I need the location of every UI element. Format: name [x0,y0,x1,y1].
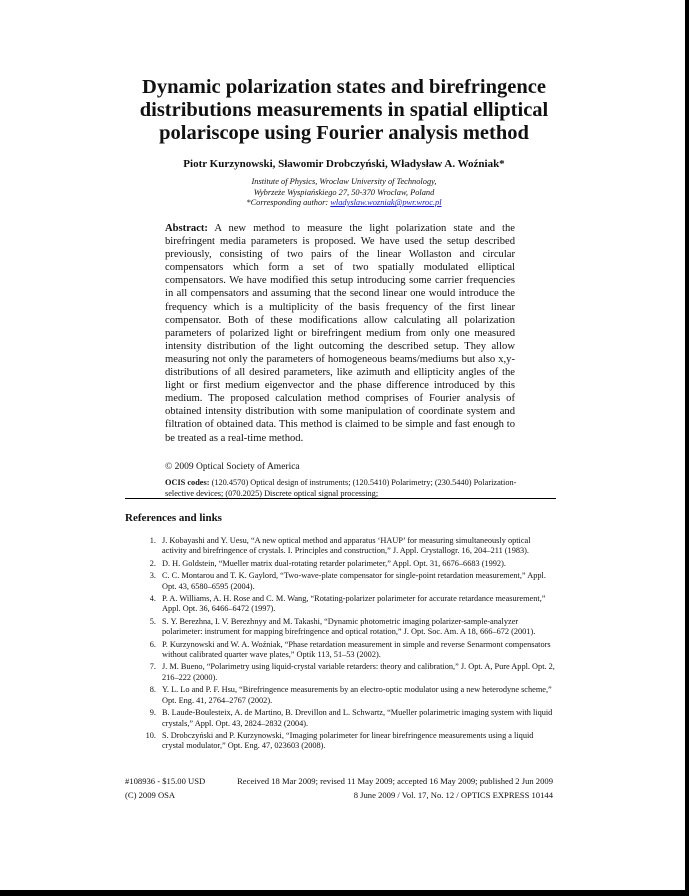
page-border-right [685,0,689,896]
reference-item [138,640,556,661]
article-id-price: #108936 - $15.00 USD [125,776,206,786]
affiliation-line-1: Institute of Physics, Wroclaw University of Technology, [251,177,437,186]
section-divider [125,498,556,499]
reference-number: 9. [149,708,156,718]
abstract [165,222,515,445]
reference-item [138,662,556,683]
reference-item [138,559,556,569]
references-heading: References and links [125,512,222,524]
page-border-bottom [0,890,689,896]
reference-item [138,536,556,557]
reference-number: 1. [149,536,156,545]
reference-item [138,731,556,752]
reference-text: D. H. Goldstein, “Mueller matrix dual-rotating retarder polarimeter,” Appl. Opt. 31, 6676–6683 (1992). [162,558,506,568]
reference-item [138,571,556,592]
footer-line-2 [125,790,553,800]
ocis-codes [165,478,535,499]
osa-copyright: (C) 2009 OSA [125,790,176,800]
reference-number: 3. [149,571,156,581]
ocis-label: OCIS codes: [165,478,210,487]
corresponding-author [150,198,538,209]
reference-list [138,536,556,754]
reference-item [138,617,556,638]
footer-line-1 [125,776,553,786]
abstract-text: A new method to measure the light polarization state and the birefringent media parameters is proposed. We have used the setup described previously, consisting of two pairs of the linear Wollaston and circular compensators which form a set of two spatially modulated elliptical compensators. We have modified this setup introducing some carrier frequencies in all compensators and assuming that the second linear one would introduce the frequency which is a multiplicity of the basis frequency of the first linear compensator. Both of these modifications allow calculating all polarization parameters of polarized light or birefringent medium from only one measured intensity distribution of the light outcoming the described setup. They allow measuring not only the parameters of homogeneous beams/mediums but also x,y-distributions of all desired parameters, like azimuth and ellipticity angles of the light or first medium eigenvector and the phase difference introduced by this medium. The proposed calculation method comprises of Fourier analysis of obtained intensity distribution with some manipulation of coordinate system and filtration of obtained data. This method is claimed to be simple and fast enough to be treated as a real-time method. [165,223,515,444]
reference-number: 2. [149,558,156,568]
reference-number: 4. [149,594,156,604]
corresponding-label: *Corresponding author: [246,198,329,207]
reference-text: J. Kobayashi and Y. Uesu, “A new optical method and apparatus ‘HAUP’ for measuring simultaneously optical activity and birefringence of crystals. I. Principles and construction,” J. Appl. Crystallogr. 16, 204–211 (1983). [162,536,531,556]
reference-item [138,685,556,706]
reference-text: S. Drobczyński and P. Kurzynowski, “Imaging polarimeter for linear birefringence measurements using a liquid crystal modulator,” Opt. Eng. 47, 023603 (2008). [162,730,534,751]
journal-citation: 8 June 2009 / Vol. 17, No. 12 / OPTICS EXPRESS 10144 [353,790,553,800]
reference-text: P. A. Williams, A. H. Rose and C. M. Wang, “Rotating-polarizer polarimeter for accurate retardance measurement,” Appl. Opt. 36, 6466–6472 (1997). [162,594,546,614]
abstract-label: Abstract: [165,223,208,234]
affiliation [150,177,538,209]
reference-number: 7. [149,662,156,672]
reference-text: C. C. Montarou and T. K. Gaylord, “Two-wave-plate compensator for single-point retardation measurement,” Appl. Opt. 43, 6580–6595 (2004). [162,571,546,591]
paper-title: Dynamic polarization states and birefringence distributions measurements in spatial elliptical polariscope using Fourier analysis method [139,76,549,144]
reference-item [138,708,556,729]
reference-number: 5. [149,616,156,626]
reference-item [138,594,556,615]
reference-number: 8. [149,685,156,695]
copyright-notice: © 2009 Optical Society of America [165,462,300,472]
author-list: Piotr Kurzynowski, Sławomir Drobczyński, Władysław A. Woźniak* [183,158,505,170]
reference-number: 10. [145,730,156,740]
reference-text: J. M. Bueno, “Polarimetry using liquid-crystal variable retarders: theory and calibration,” J. Opt. A, Pure Appl. Opt. 2, 216–222 (2000). [162,662,555,682]
reference-text: Y. L. Lo and P. F. Hsu, “Birefringence measurements by an electro-optic modulator using a new heterodyne scheme,” Opt. Eng. 41, 2764–2767 (2002). [162,685,552,705]
publication-history: Received 18 Mar 2009; revised 11 May 2009; accepted 16 May 2009; published 2 Jun 2009 [237,776,553,786]
author-email-link[interactable]: wladyslaw.wozniak@pwr.wroc.pl [330,198,442,207]
reference-text: P. Kurzynowski and W. A. Woźniak, “Phase retardation measurement in simple and reverse Senarmont compensators without calibrated quarter wave plates,” Optik 113, 51–53 (2002). [162,639,551,660]
reference-text: S. Y. Berezhna, I. V. Berezhnyy and M. Takashi, “Dynamic photometric imaging polarizer-sample-analyzer polarimeter: instrument for mapping birefringence and optical rotation,” J. Opt. Soc. Am. A 18, 666–672 (2001). [162,616,536,637]
ocis-text: (120.4570) Optical design of instruments; (120.5410) Polarimetry; (230.5440) Polarization-selective devices; (070.2025) Discrete optical signal processing; [165,478,517,498]
reference-number: 6. [149,639,156,649]
reference-text: B. Laude-Boulesteix, A. de Martino, B. Drevillon and L. Schwartz, “Mueller polarimetric imaging system with liquid crystals,” Appl. Opt. 43, 2824–2832 (2004). [162,708,553,728]
affiliation-line-2: Wybrzeże Wyspiańskiego 27, 50-370 Wroclaw, Poland [253,187,435,197]
